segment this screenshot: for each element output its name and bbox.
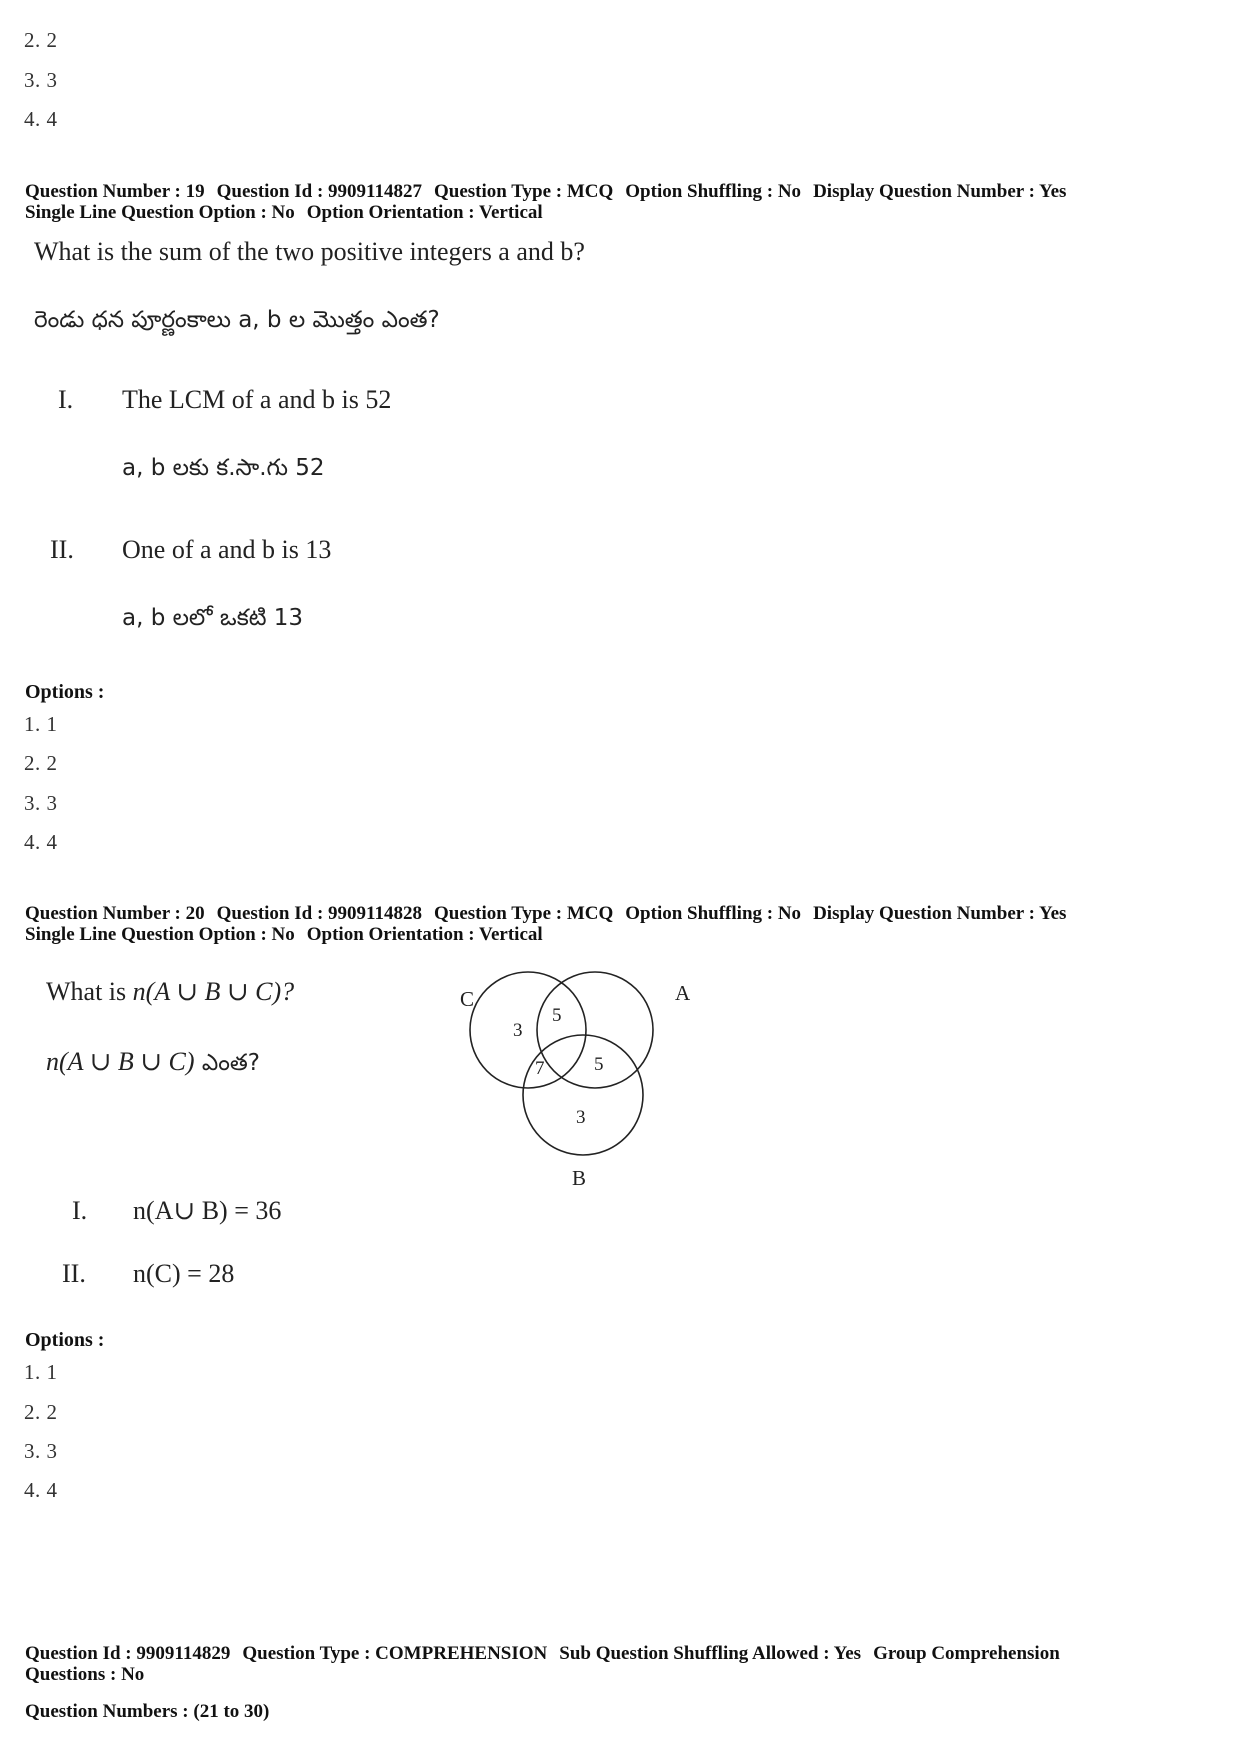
venn-region-all-three: 7 [535, 1058, 545, 1079]
q19-question-te: రెండు ధన పూర్ణంకాలు a, b ల మొత్తం ఎంత? [34, 307, 440, 333]
q20-meta-line2: Single Line Question Option : No Option Orientation : Vertical [25, 924, 543, 945]
q19-option-1[interactable]: 1. 1 [24, 712, 58, 736]
prev-option-2[interactable]: 2. 2 [24, 28, 58, 52]
q19-meta-line2: Single Line Question Option : No Option Orientation : Vertical [25, 202, 543, 223]
q19-meta-line1: Question Number : 19 Question Id : 9909114827 Question Type : MCQ Option Shuffling : No Display Question Number : Yes [25, 181, 1067, 202]
q19-option-4[interactable]: 4. 4 [24, 830, 58, 854]
q19-option-3[interactable]: 3. 3 [24, 791, 58, 815]
q20-options-label: Options : [25, 1329, 105, 1351]
q19-question-en: What is the sum of the two positive integers a and b? [34, 237, 585, 266]
venn-diagram [440, 960, 720, 1200]
q20-statement-1-text: n(A∪ B) = 36 [133, 1196, 282, 1225]
venn-circle-b [523, 1035, 643, 1155]
venn-region-a-and-c: 5 [552, 1005, 562, 1026]
q20-option-3[interactable]: 3. 3 [24, 1439, 58, 1463]
q19-statement-2-te: a, b లలో ఒకటి 13 [122, 605, 304, 631]
q19-statement-2-en: One of a and b is 13 [122, 535, 332, 564]
venn-region-b-only: 3 [576, 1107, 586, 1128]
q20-option-2[interactable]: 2. 2 [24, 1400, 58, 1424]
comprehension-question-numbers: Question Numbers : (21 to 30) [25, 1701, 270, 1722]
prev-option-4[interactable]: 4. 4 [24, 107, 58, 131]
prev-option-3[interactable]: 3. 3 [24, 68, 58, 92]
q20-option-1[interactable]: 1. 1 [24, 1360, 58, 1384]
q19-statement-1-en: The LCM of a and b is 52 [122, 385, 392, 414]
venn-region-c-only: 3 [513, 1020, 523, 1041]
venn-label-a: A [675, 981, 691, 1005]
q20-meta-line1: Question Number : 20 Question Id : 9909114828 Question Type : MCQ Option Shuffling : No Display Question Number : Yes [25, 903, 1067, 924]
comprehension-meta-line1: Question Id : 9909114829 Question Type : COMPREHENSION Sub Question Shuffling Allowed : Yes Group Comprehension [25, 1643, 1060, 1664]
q20-meta [25, 903, 1215, 945]
q19-statement-1-te: a, b లకు క.సా.గు 52 [122, 455, 325, 481]
q19-meta [25, 181, 1215, 223]
q20-question-en: What is n(A ∪ B ∪ C)? [46, 977, 295, 1006]
venn-label-c: C [460, 987, 475, 1011]
q20-statement-1-num: I. [72, 1196, 88, 1225]
venn-label-b: B [572, 1166, 587, 1190]
q19-statement-2-num: II. [50, 535, 74, 564]
q20-question-te: n(A ∪ B ∪ C) ఎంత? [46, 1047, 260, 1076]
q20-option-4[interactable]: 4. 4 [24, 1478, 58, 1502]
q20-statement-2-text: n(C) = 28 [133, 1259, 235, 1288]
q19-statement-1-num: I. [58, 385, 74, 414]
q19-option-2[interactable]: 2. 2 [24, 751, 58, 775]
q20-statement-2-num: II. [62, 1259, 86, 1288]
q19-options-label: Options : [25, 681, 105, 703]
comprehension-meta [25, 1643, 1215, 1685]
venn-region-a-and-b: 5 [594, 1054, 604, 1075]
comprehension-meta-line2: Questions : No [25, 1664, 145, 1685]
